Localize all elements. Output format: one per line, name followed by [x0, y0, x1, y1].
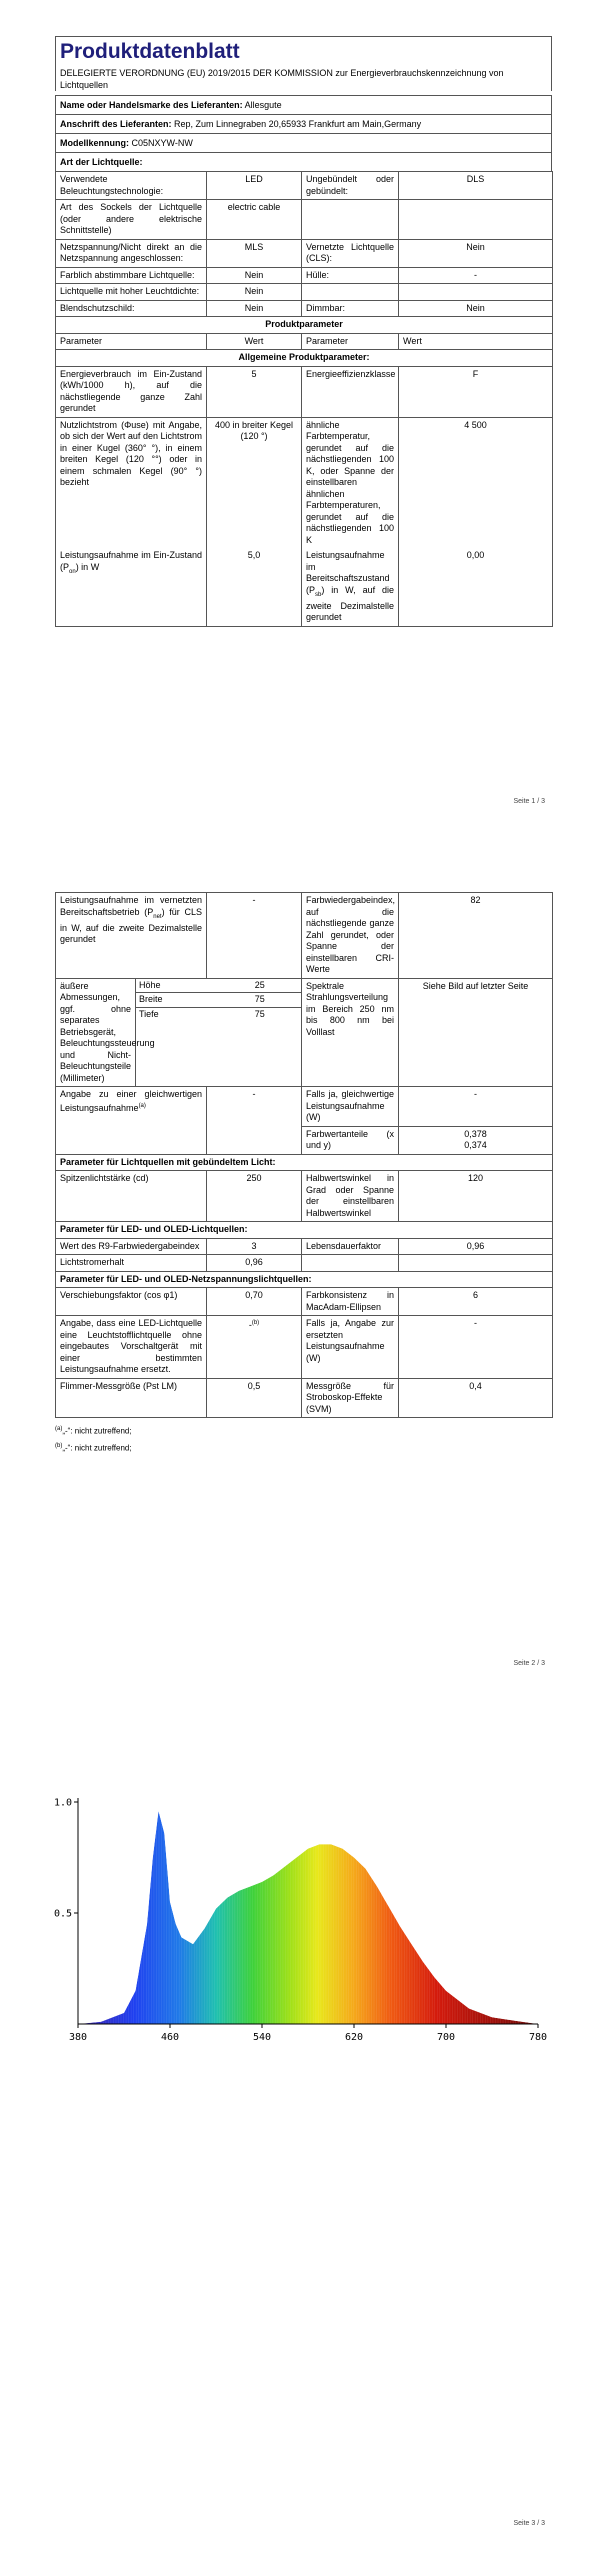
dimensions-subtable [136, 979, 301, 1022]
param-label: Lichtquelle mit hoher Leuchtdichte: [56, 284, 207, 301]
dimension-label: Höhe [136, 979, 219, 993]
table-row [56, 978, 553, 1087]
param-value: Nein [207, 267, 302, 284]
table-row [56, 1271, 553, 1288]
datasheet-sheet [55, 36, 552, 627]
param-label: Angabe, dass eine LED-Lichtquelle eine Leuchtstofflichtquelle ohne eingebautes Vorschaltgerät mit einer bestimmten Leistungsaufnahme ersetzt. [56, 1316, 207, 1379]
table-header-row [56, 333, 553, 350]
x-tick-label: 700 [436, 2032, 456, 2043]
param-value [399, 1126, 553, 1154]
table-row [56, 284, 553, 301]
standby-label-b: ) in W, auf die zweite Dezimalstelle gerundet [306, 584, 394, 623]
param-label: Nutzlichtstrom (Φuse) mit Angabe, ob sich der Wert auf den Lichtstrom in einer Kugel (360° °), in einem breiten Kegel (120 °°) oder in einem schmalen Kegel (90° °) bezieht [56, 417, 207, 548]
dimension-value: 75 [254, 1008, 265, 1019]
param-value: Nein [207, 284, 302, 301]
dimension-value: 25 [219, 979, 302, 993]
replace-sup: (b) [251, 1320, 260, 1326]
param-value: 0,96 [207, 1255, 302, 1272]
address-value: Rep, Zum Linnegraben 20,65933 Frankfurt am Main,Germany [174, 119, 422, 129]
param-value: 6 [399, 1288, 553, 1316]
param-label [302, 200, 399, 240]
supplier-line [55, 95, 552, 114]
power-on-unit: ) in W [75, 561, 100, 572]
param-value: 3 [207, 1238, 302, 1255]
table-row [56, 350, 553, 367]
title-block [55, 36, 552, 91]
footnote-a-mark: (a) [55, 1426, 63, 1432]
param-value: 250 [207, 1171, 302, 1222]
page-title: Produktdatenblatt [60, 40, 240, 63]
param-label: Energieverbrauch im Ein-Zustand (kWh/1000 h), auf die nächstliegende ganze Zahl gerundet [56, 366, 207, 417]
supplier-value: Allesgute [244, 100, 282, 110]
param-value: MLS [207, 239, 302, 267]
param-value: 120 [399, 1171, 553, 1222]
dimension-row [136, 993, 301, 1008]
param-value: LED [207, 172, 302, 200]
param-label: Lebensdauerfaktor [302, 1238, 399, 1255]
table-row [56, 1288, 553, 1316]
param-value: 0,00 [399, 548, 553, 626]
supplier-label: Name oder Handelsmarke des Lieferanten: [60, 100, 243, 110]
y-tick-label: 0.5 [53, 1908, 72, 1920]
page-number: Seite 3 / 3 [513, 2520, 545, 2527]
param-label: Messgröße für Stroboskop-Effekte (SVM) [302, 1378, 399, 1418]
param-value: 82 [399, 893, 553, 979]
chroma-x-value: 0,378 [464, 1128, 487, 1139]
param-value: 5 [207, 366, 302, 417]
param-value: 5,0 [207, 548, 302, 626]
table-row [56, 1126, 553, 1154]
x-tick-label: 780 [528, 2032, 548, 2043]
page-number: Seite 2 / 3 [513, 1660, 545, 1667]
table-row [56, 1316, 553, 1379]
param-value: 0,4 [399, 1378, 553, 1418]
y-tick-label: 1.0 [53, 1797, 72, 1809]
param-label [302, 548, 399, 626]
footnote-b-text: „-“: nicht zutreffend; [62, 1443, 132, 1453]
address-label: Anschrift des Lieferanten: [60, 119, 172, 129]
type-header [55, 152, 552, 171]
param-label: Hülle: [302, 267, 399, 284]
product-parameters-table [55, 892, 553, 1418]
param-value: 0,70 [207, 1288, 302, 1316]
address-line [55, 114, 552, 133]
table-row [56, 1154, 553, 1171]
param-label: Falls ja, gleichwertige Leistungsaufnahme (W) [302, 1087, 399, 1127]
datasheet-page-2 [0, 880, 603, 1680]
table-row [56, 1087, 553, 1127]
param-value: F [399, 366, 553, 417]
footnote-a [55, 1422, 552, 1439]
dimension-label: Tiefe [139, 1008, 159, 1019]
param-value: 400 in breiter Kegel (120 °) [207, 417, 302, 548]
param-value: 4 500 [399, 417, 553, 548]
x-tick-label: 380 [68, 2032, 88, 2043]
x-tick-label: 620 [344, 2032, 364, 2043]
param-value: electric cable [207, 200, 302, 240]
footnotes [55, 1422, 552, 1455]
plot-area [54, 1798, 547, 2044]
param-label [56, 893, 207, 979]
param-label: Farbwiedergabeindex, auf die nächstliegende ganze Zahl gerundet, oder Spanne der einstellbaren CRI-Werte [302, 893, 399, 979]
param-label: Netzspannung/Nicht direkt an die Netzspannung angeschlossen: [56, 239, 207, 267]
param-label: Farbwertanteile (x und y) [302, 1126, 399, 1154]
param-label: Farblich abstimmbare Lichtquelle: [56, 267, 207, 284]
net-standby-sub: net [153, 913, 162, 920]
param-label: Energieeffizienzklasse [302, 366, 399, 417]
param-value: - [207, 1087, 302, 1127]
table-row [56, 317, 553, 334]
param-value: - [399, 1316, 553, 1379]
param-label: Spektrale Strahlungsverteilung im Bereich 250 nm bis 800 nm bei Volllast [302, 978, 399, 1087]
datasheet-sheet [55, 892, 552, 1455]
table-row [56, 1171, 553, 1222]
param-label: Lichtstromerhalt [56, 1255, 207, 1272]
param-value [207, 1316, 302, 1379]
equiv-label: Angabe zu einer gleichwertigen Leistungsaufnahme [60, 1089, 202, 1113]
param-value: Nein [399, 239, 553, 267]
param-value: - [399, 267, 553, 284]
param-label: Spitzenlichtstärke (cd) [56, 1171, 207, 1222]
empty-cell [399, 1255, 553, 1272]
section-header: Parameter für LED- und OLED-Lichtquellen: [56, 1222, 553, 1239]
standby-label-a: Leistungsaufnahme im Bereitschaftszustand (P [306, 550, 390, 595]
chroma-y-value: 0,374 [464, 1140, 487, 1150]
param-label: Blendschutzschild: [56, 300, 207, 317]
param-label: Farbkonsistenz in MacAdam-Ellipsen [302, 1288, 399, 1316]
net-standby-label-a: Leistungsaufnahme im vernetzten Bereitschaftsbetrieb (P [60, 895, 202, 917]
param-value [399, 284, 553, 301]
x-tick-label: 460 [160, 2032, 180, 2043]
table-row [56, 300, 553, 317]
model-label: Modellkennung: [60, 138, 129, 148]
footnote-a-text: „-“: nicht zutreffend; [62, 1426, 132, 1436]
param-label: Dimmbar: [302, 300, 399, 317]
column-header: Parameter [56, 333, 207, 350]
param-label: ähnliche Farbtemperatur, gerundet auf die nächstliegenden 100 K, oder Spanne der einstellbaren ähnlichen Farbtemperaturen, gerundet auf die nächstliegenden 100 K [302, 417, 399, 548]
model-line [55, 133, 552, 152]
table-row [56, 548, 553, 626]
param-label: Flimmer-Messgröße (Pst LM) [56, 1378, 207, 1418]
param-label [56, 548, 207, 626]
param-label: äußere Abmessungen, ggf. ohne separates Betriebsgerät, Beleuchtungssteuerung und Nicht-Beleuchtungsteile (Millimeter) [56, 978, 136, 1087]
param-value: - [207, 893, 302, 979]
table-row [56, 1222, 553, 1239]
param-value: 0,5 [207, 1378, 302, 1418]
param-value: Nein [399, 300, 553, 317]
datasheet-page-3 [0, 1740, 603, 2560]
param-label [302, 284, 399, 301]
param-value: Siehe Bild auf letzter Seite [399, 978, 553, 1087]
light-source-type-table [55, 171, 553, 627]
type-header-label: Art der Lichtquelle: [60, 157, 143, 167]
dimension-row [136, 1007, 301, 1021]
page-number: Seite 1 / 3 [513, 798, 545, 805]
param-label: Verschiebungsfaktor (cos φ1) [56, 1288, 207, 1316]
spectral-distribution-chart [40, 1788, 560, 2068]
power-on-sub: on [69, 568, 76, 575]
section-header: Produktparameter [56, 317, 553, 334]
dimension-label: Breite [136, 993, 219, 1008]
model-value: C05NXYW-NW [131, 138, 193, 148]
empty-cell [56, 1126, 207, 1154]
param-label: Halbwertswinkel in Grad oder Spanne der einstellbaren Halbwertswinkel [302, 1171, 399, 1222]
dimension-row [136, 979, 301, 993]
dimension-value: 75 [219, 993, 302, 1008]
empty-cell [207, 1126, 302, 1154]
footnote-b-mark: (b) [55, 1442, 63, 1449]
dimensions-cell [136, 978, 302, 1087]
param-value: 0,96 [399, 1238, 553, 1255]
param-label: Verwendete Beleuchtungstechnologie: [56, 172, 207, 200]
column-header: Wert [399, 333, 553, 350]
param-label: Vernetzte Lichtquelle (CLS): [302, 239, 399, 267]
table-row [56, 239, 553, 267]
table-row [56, 200, 553, 240]
param-label: Wert des R9-Farbwiedergabeindex [56, 1238, 207, 1255]
param-value [399, 200, 553, 240]
param-label: Art des Sockels der Lichtquelle (oder andere elektrische Schnittstelle) [56, 200, 207, 240]
param-value: DLS [399, 172, 553, 200]
table-row [56, 267, 553, 284]
standby-sub: sb [315, 591, 322, 598]
param-label: Falls ja, Angabe zur ersetzten Leistungsaufnahme (W) [302, 1316, 399, 1379]
param-label: Ungebündelt oder gebündelt: [302, 172, 399, 200]
replace-value: - [248, 1320, 252, 1330]
param-value: Nein [207, 300, 302, 317]
table-row [56, 417, 553, 548]
net-standby-label-b: ) für CLS in W, auf die zweite Dezimalstelle gerundet [60, 906, 202, 945]
param-label [56, 1087, 207, 1127]
regulation-subtitle: DELEGIERTE VERORDNUNG (EU) 2019/2015 DER KOMMISSION zur Energieverbrauchskennzeichnung von Lichtquellen [60, 68, 504, 90]
section-header: Parameter für LED- und OLED-Netzspannungslichtquellen: [56, 1271, 553, 1288]
section-header: Allgemeine Produktparameter: [56, 350, 553, 367]
footnote-b [55, 1439, 552, 1456]
datasheet-page-1 [0, 0, 603, 820]
equiv-sup: (a) [138, 1102, 146, 1109]
table-row [56, 1255, 553, 1272]
table-row [56, 366, 553, 417]
section-header: Parameter für Lichtquellen mit gebündeltem Licht: [56, 1154, 553, 1171]
table-row [56, 893, 553, 979]
table-row [56, 1238, 553, 1255]
table-row [56, 172, 553, 200]
empty-cell [302, 1255, 399, 1272]
column-header: Parameter [302, 333, 399, 350]
table-row [56, 1378, 553, 1418]
power-on-label: Leistungsaufnahme im Ein-Zustand (P [60, 550, 202, 572]
x-tick-label: 540 [252, 2032, 272, 2043]
column-header: Wert [207, 333, 302, 350]
param-value: - [399, 1087, 553, 1127]
